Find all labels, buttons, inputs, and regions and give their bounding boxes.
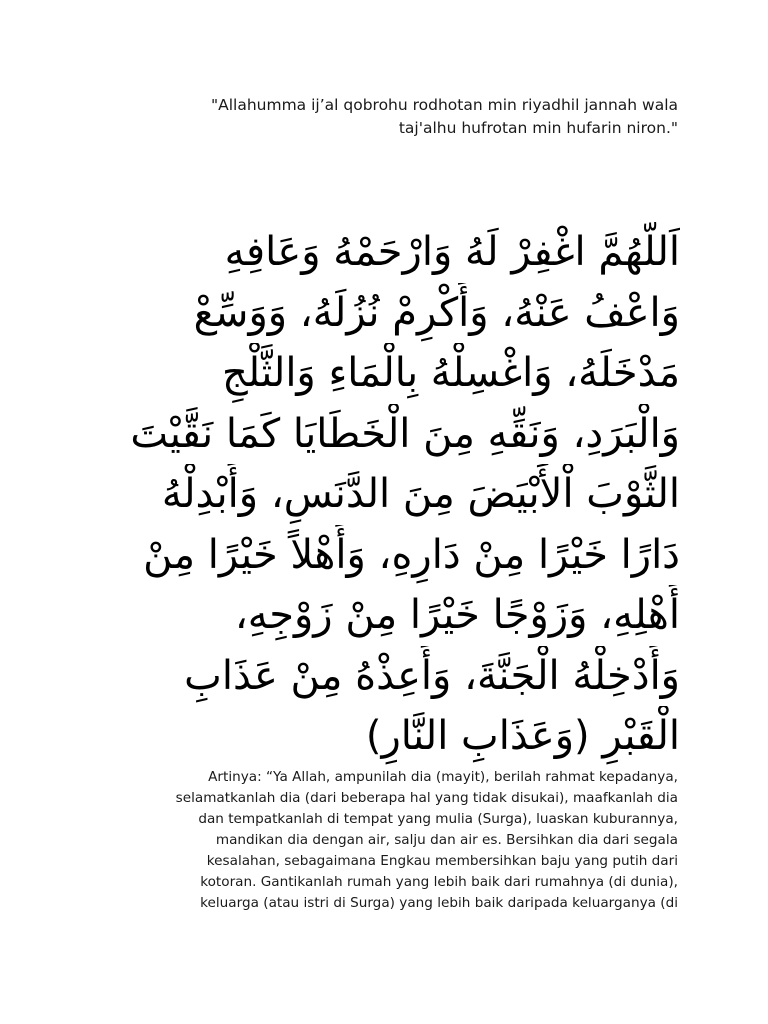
translation-line: kesalahan, sebagaimana Engkau membersihkan baju yang putih dari [206, 853, 678, 869]
arabic-line: الثَّوْبَ اْلأَبْيَضَ مِنَ الدَّنَسِ، وَأَبْدِلْهُ [161, 471, 680, 517]
arabic-line: دَارًا خَيْرًا مِنْ دَارِهِ، وَأَهْلاً خَيْرًا مِنْ [143, 531, 680, 578]
translation-paragraph [100, 767, 678, 914]
translation-line: keluarga (atau istri di Surga) yang lebih baik daripada keluarganya (di [200, 895, 678, 911]
arabic-line: وَاعْفُ عَنْهُ، وَأَكْرِمْ نُزُلَهُ، وَوَسِّعْ [193, 289, 680, 336]
translation-line: selamatkanlah dia (dari beberapa hal yang tidak disukai), maafkanlah dia [175, 790, 678, 806]
arabic-line: الْقَبْرِ (وَعَذَابِ النَّارِ) [365, 713, 680, 759]
translation-line: kotoran. Gantikanlah rumah yang lebih baik dari rumahnya (di dunia), [200, 874, 678, 890]
arabic-line: وَالْبَرَدِ، وَنَقِّهِ مِنَ الْخَطَايَا كَمَا نَقَّيْتَ [130, 410, 680, 457]
arabic-line: مَدْخَلَهُ، وَاغْسِلْهُ بِالْمَاءِ وَالثَّلْجِ [222, 350, 680, 396]
arabic-prayer-text [80, 222, 680, 767]
translation-line: Artinya: “Ya Allah, ampunilah dia (mayit), berilah rahmat kepadanya, [208, 769, 678, 785]
arabic-line: أَهْلِهِ، وَزَوْجًا خَيْرًا مِنْ زَوْجِهِ، [234, 592, 680, 638]
translation-line: mandikan dia dengan air, salju dan air es. Bersihkan dia dari segala [215, 832, 678, 848]
transliteration-line: "Allahumma ij’al qobrohu rodhotan min riyadhil jannah wala [210, 96, 678, 114]
transliteration-line: taj'alhu hufrotan min hufarin niron." [398, 119, 678, 137]
transliteration-paragraph [90, 94, 678, 140]
translation-line: dan tempatkanlah di tempat yang mulia (Surga), luaskan kuburannya, [198, 811, 678, 827]
arabic-line: اَللَّهُمَّ اغْفِرْ لَهُ وَارْحَمْهُ وَعَافِهِ [224, 229, 680, 275]
arabic-line: وَأَدْخِلْهُ الْجَنَّةَ، وَأَعِذْهُ مِنْ عَذَابِ [184, 652, 680, 699]
